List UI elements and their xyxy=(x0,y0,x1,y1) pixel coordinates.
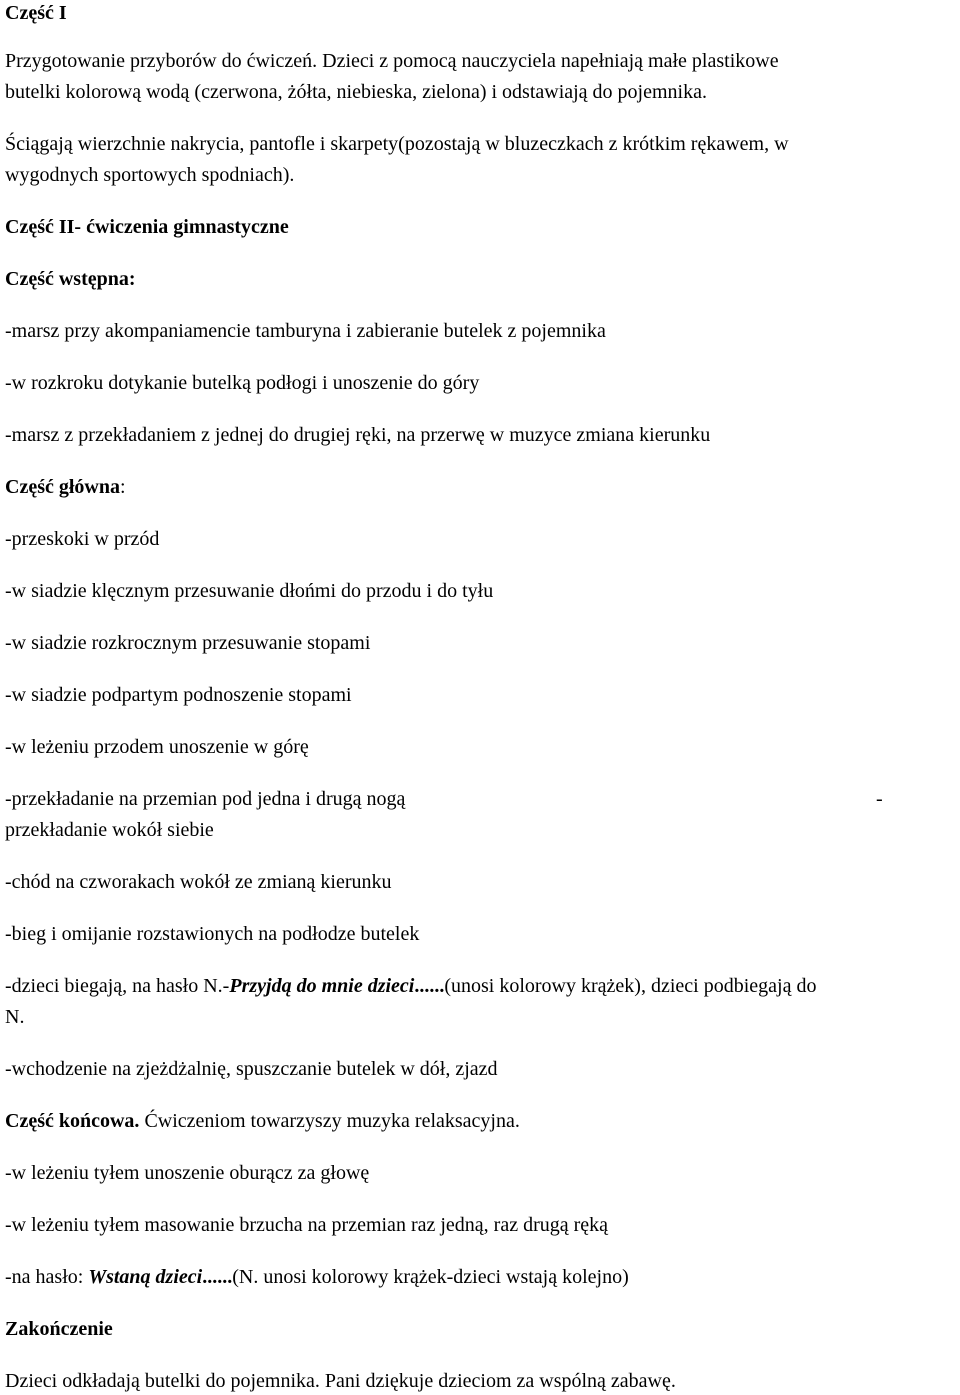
intro-item: -marsz przy akompaniamencie tamburyna i zabieranie butelek z pojemnika xyxy=(5,320,606,342)
final-heading: Część końcowa. Ćwiczeniom towarzyszy muzyka relaksacyjna. xyxy=(5,1110,520,1132)
call-item-line1: -dzieci biegają, na hasło N.-Przyjdą do mnie dzieci......(unosi kolorowy krążek), dzieci podbiegają do xyxy=(5,975,817,997)
main-item: -w siadzie podpartym podnoszenie stopami xyxy=(5,684,352,706)
slide-item: -wchodzenie na zjeżdżalnię, spuszczanie butelek w dół, zjazd xyxy=(5,1058,498,1080)
final-item: -w leżeniu tyłem masowanie brzucha na przemian raz jedną, raz drugą ręką xyxy=(5,1214,609,1236)
main-heading: Część główna: xyxy=(5,476,126,498)
cross-item-dash: - xyxy=(876,788,883,810)
final-item: -w leżeniu tyłem unoszenie oburącz za głowę xyxy=(5,1162,370,1184)
signal-item: -na hasło: Wstaną dzieci......(N. unosi kolorowy krążek-dzieci wstają kolejno) xyxy=(5,1266,629,1288)
part1-heading: Część I xyxy=(5,2,67,24)
cross-item-left: -przekładanie na przemian pod jedna i drugą nogą xyxy=(5,788,406,810)
prep-paragraph-line1: Przygotowanie przyborów do ćwiczeń. Dzieci z pomocą nauczyciela napełniają małe plastikowe xyxy=(5,50,779,72)
ending-heading: Zakończenie xyxy=(5,1318,113,1340)
main-item: -bieg i omijanie rozstawionych na podłodze butelek xyxy=(5,923,420,945)
prep-paragraph-line2: butelki kolorową wodą (czerwona, żółta, niebieska, zielona) i odstawiają do pojemnika. xyxy=(5,81,707,103)
call-item-line2: N. xyxy=(5,1006,25,1028)
main-item: -chód na czworakach wokół ze zmianą kierunku xyxy=(5,871,392,893)
main-item: -w siadzie rozkrocznym przesuwanie stopami xyxy=(5,632,371,654)
main-item: -w siadzie klęcznym przesuwanie dłońmi do przodu i do tyłu xyxy=(5,580,494,602)
intro-heading: Część wstępna: xyxy=(5,268,136,290)
part2-heading: Część II- ćwiczenia gimnastyczne xyxy=(5,216,289,238)
main-item: -w leżeniu przodem unoszenie w górę xyxy=(5,736,309,758)
ending-text: Dzieci odkładają butelki do pojemnika. Pani dziękuje dzieciom za wspólną zabawę. xyxy=(5,1370,676,1392)
undress-paragraph-line1: Ściągają wierzchnie nakrycia, pantofle i skarpety(pozostają w bluzeczkach z krótkim rękawem, w xyxy=(5,133,789,155)
intro-item: -w rozkroku dotykanie butelką podłogi i unoszenie do góry xyxy=(5,372,480,394)
undress-paragraph-line2: wygodnych sportowych spodniach). xyxy=(5,164,295,186)
intro-item: -marsz z przekładaniem z jednej do drugiej ręki, na przerwę w muzyce zmiana kierunku xyxy=(5,424,711,446)
cross-item-line2: przekładanie wokół siebie xyxy=(5,819,214,841)
main-item: -przeskoki w przód xyxy=(5,528,160,550)
